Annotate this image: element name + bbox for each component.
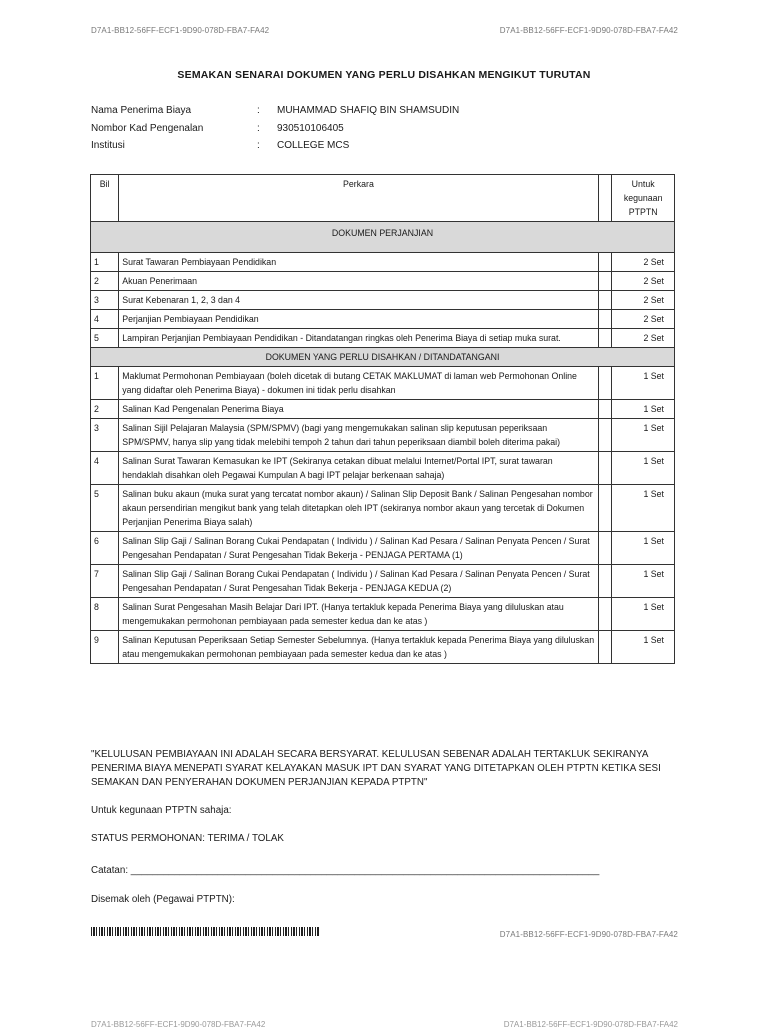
info-colon: : [257,123,260,134]
row-perkara: Akuan Penerimaan [119,272,599,291]
table-row [91,631,675,664]
table-row [91,310,675,329]
table-header-row [91,175,675,222]
ref-code-bottom-right: D7A1-BB12-56FF-ECF1-9D90-078D-FBA7-FA42 [499,930,678,939]
table-row [91,419,675,452]
info-label: Institusi [91,140,125,151]
table-row [91,485,675,532]
row-gap [598,329,612,348]
row-bil: 1 [91,367,119,400]
row-set: 2 Set [612,329,675,348]
row-bil: 6 [91,532,119,565]
row-gap [598,367,612,400]
row-perkara: Salinan Surat Tawaran Kemasukan ke IPT (Sekiranya cetakan dibuat melalui Internet/Portal IPT, surat tawaran hendaklah disahkan oleh Pegawai Kumpulan A bagi IPT pelajar berkenaan sahaja) [119,452,599,485]
row-set: 2 Set [612,272,675,291]
row-gap [598,452,612,485]
section-title: DOKUMEN PERJANJIAN [91,222,675,253]
row-set: 1 Set [612,452,675,485]
table-row [91,565,675,598]
status-permohonan: STATUS PERMOHONAN: TERIMA / TOLAK [91,833,284,844]
row-bil: 1 [91,253,119,272]
row-perkara: Lampiran Perjanjian Pembiayaan Pendidikan - Ditandatangan ringkas oleh Penerima Biaya di setiap muka surat. [119,329,599,348]
row-perkara: Salinan Kad Pengenalan Penerima Biaya [119,400,599,419]
info-value: COLLEGE MCS [277,140,350,151]
row-set: 1 Set [612,367,675,400]
row-set: 2 Set [612,291,675,310]
row-gap [598,485,612,532]
row-set: 2 Set [612,310,675,329]
approval-note: "KELULUSAN PEMBIAYAAN INI ADALAH SECARA BERSYARAT. KELULUSAN SEBENAR ADALAH TERTAKLUK SEKIRANYA PENERIMA BIAYA MENEPATI SYARAT KELAYAKAN MASUK IPT DAN SYARAT YANG DITETAPKAN OLEH PTPTN KETIKA SESI SEMAKAN DAN PENYERAHAN DOKUMEN PERJANJIAN KEPADA PTPTN" [91,749,661,788]
row-gap [598,565,612,598]
page-title: SEMAKAN SENARAI DOKUMEN YANG PERLU DISAHKAN MENGIKUT TURUTAN [177,69,591,81]
row-bil: 9 [91,631,119,664]
section-header-perjanjian [91,222,675,253]
row-set: 1 Set [612,485,675,532]
document-checklist-table [90,174,675,664]
row-set: 1 Set [612,631,675,664]
ref-code-top-right: D7A1-BB12-56FF-ECF1-9D90-078D-FBA7-FA42 [499,26,678,35]
header-gap [598,175,612,222]
row-gap [598,253,612,272]
row-gap [598,400,612,419]
row-perkara: Salinan buku akaun (muka surat yang tercatat nombor akaun) / Salinan Slip Deposit Bank / Salinan Pengesahan nombor akaun persendirian mengikut bank yang telah ditetapkan oleh IPT (sekiranya nombor akaun yang tercetak di Dokumen Perjanjian Penerima Biaya salah) [119,485,599,532]
table-row [91,400,675,419]
header-perkara: Perkara [119,175,599,222]
table-row [91,452,675,485]
info-value: MUHAMMAD SHAFIQ BIN SHAMSUDIN [277,105,460,116]
row-bil: 3 [91,419,119,452]
row-gap [598,631,612,664]
row-bil: 2 [91,400,119,419]
row-gap [598,272,612,291]
row-set: 1 Set [612,532,675,565]
ref-code-cutoff-right: D7A1-BB12-56FF-ECF1-9D90-078D-FBA7-FA42 [503,1020,678,1029]
for-ptptn-label: Untuk kegunaan PTPTN sahaja: [91,805,232,816]
row-perkara: Salinan Keputusan Peperiksaan Setiap Semester Sebelumnya. (Hanya tertakluk kepada Penerima Biaya yang diluluskan atau mengemukakan permohonan pembiayaan pada semester kedua dan ke atas ) [119,631,599,664]
table-row [91,598,675,631]
row-perkara: Salinan Slip Gaji / Salinan Borang Cukai Pendapatan ( Individu ) / Salinan Kad Pesara / Salinan Penyata Pencen / Surat Pengesahan Pendapatan / Surat Pengesahan Tidak Bekerja - PENJAGA PERTAMA (1) [119,532,599,565]
row-gap [598,310,612,329]
barcode [91,927,319,936]
info-value: 930510106405 [277,123,344,134]
row-gap [598,598,612,631]
header-bil: Bil [91,175,119,222]
row-perkara: Perjanjian Pembiayaan Pendidikan [119,310,599,329]
row-set: 1 Set [612,598,675,631]
catatan-line: Catatan: ______________________________________________________________________________________ [91,865,600,876]
row-bil: 5 [91,485,119,532]
info-colon: : [257,105,260,116]
section-header-disahkan [91,348,675,367]
row-bil: 7 [91,565,119,598]
row-perkara: Surat Kebenaran 1, 2, 3 dan 4 [119,291,599,310]
row-perkara: Salinan Slip Gaji / Salinan Borang Cukai Pendapatan ( Individu ) / Salinan Kad Pesara / Salinan Penyata Pencen / Surat Pengesahan Pendapatan / Surat Pengesahan Tidak Bekerja - PENJAGA KEDUA (2) [119,565,599,598]
row-bil: 3 [91,291,119,310]
disemak-oleh: Disemak oleh (Pegawai PTPTN): [91,894,235,905]
row-bil: 8 [91,598,119,631]
row-bil: 5 [91,329,119,348]
row-gap [598,291,612,310]
table-row [91,253,675,272]
table-row [91,367,675,400]
table-row [91,329,675,348]
info-colon: : [257,140,260,151]
header-untuk: Untuk kegunaan PTPTN [612,175,675,222]
row-perkara: Salinan Sijil Pelajaran Malaysia (SPM/SPMV) (bagi yang mengemukakan salinan slip keputusan peperiksaan SPM/SPMV, hanya slip yang tidak melebihi tempoh 2 tahun dari tahun peperiksaan diambil boleh diterima pakai) [119,419,599,452]
row-perkara: Salinan Surat Pengesahan Masih Belajar Dari IPT. (Hanya tertakluk kepada Penerima Biaya yang diluluskan atau mengemukakan permohonan pembiayaan pada semester kedua dan ke atas ) [119,598,599,631]
row-gap [598,532,612,565]
table-row [91,272,675,291]
row-perkara: Surat Tawaran Pembiayaan Pendidikan [119,253,599,272]
row-gap [598,419,612,452]
table-row [91,291,675,310]
row-set: 1 Set [612,419,675,452]
row-bil: 4 [91,452,119,485]
ref-code-cutoff-left: D7A1-BB12-56FF-ECF1-9D90-078D-FBA7-FA42 [91,1020,266,1029]
info-label: Nama Penerima Biaya [91,105,192,116]
row-bil: 2 [91,272,119,291]
row-set: 1 Set [612,400,675,419]
info-label: Nombor Kad Pengenalan [91,123,204,134]
row-perkara: Maklumat Permohonan Pembiayaan (boleh dicetak di butang CETAK MAKLUMAT di laman web Permohonan Online yang didaftar oleh Penerima Biaya) - dokumen ini tidak perlu disahkan [119,367,599,400]
section-title: DOKUMEN YANG PERLU DISAHKAN / DITANDATANGANI [91,348,675,367]
row-set: 2 Set [612,253,675,272]
row-bil: 4 [91,310,119,329]
ref-code-top-left: D7A1-BB12-56FF-ECF1-9D90-078D-FBA7-FA42 [91,26,270,35]
row-set: 1 Set [612,565,675,598]
table-row [91,532,675,565]
